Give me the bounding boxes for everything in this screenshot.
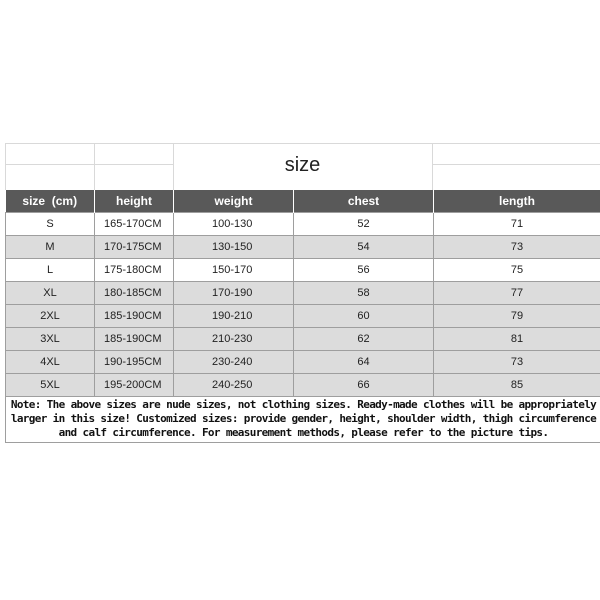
cell-height: 185-190CM [95,305,174,328]
cell-weight: 170-190 [174,282,294,305]
cell-weight: 240-250 [174,374,294,397]
table-row [6,374,600,397]
cell-length: 79 [434,305,600,328]
table-row [6,305,600,328]
size-table [5,190,600,397]
cell-size: 5XL [6,374,95,397]
cell-size: M [6,236,95,259]
cell-size: S [6,213,95,236]
size-chart [5,143,600,443]
cell-chest: 54 [294,236,434,259]
table-row [6,282,600,305]
header-row [6,190,600,213]
cell-weight: 210-230 [174,328,294,351]
cell-length: 75 [434,259,600,282]
cell-size: XL [6,282,95,305]
cell-height: 175-180CM [95,259,174,282]
cell-size: 4XL [6,351,95,374]
cell-weight: 100-130 [174,213,294,236]
cell-height: 170-175CM [95,236,174,259]
table-row [6,236,600,259]
table-row [6,259,600,282]
cell-length: 73 [434,236,600,259]
title-row [5,143,600,190]
cell-weight: 150-170 [174,259,294,282]
cell-height: 180-185CM [95,282,174,305]
header-height: height [95,190,174,213]
cell-chest: 52 [294,213,434,236]
cell-weight: 130-150 [174,236,294,259]
cell-height: 195-200CM [95,374,174,397]
cell-chest: 62 [294,328,434,351]
header-length: length [434,190,600,213]
header-size: size (cm) [6,190,95,213]
cell-length: 85 [434,374,600,397]
cell-weight: 230-240 [174,351,294,374]
cell-chest: 60 [294,305,434,328]
table-row [6,328,600,351]
size-note: Note: The above sizes are nude sizes, not clothing sizes. Ready-made clothes will be appropriately larger in this size! Customized sizes: provide gender, height, shoulder width, thigh circumference and calf circumference. For measurement methods, please refer to the picture tips. [5,397,600,443]
page-title: size [284,154,321,176]
cell-height: 190-195CM [95,351,174,374]
cell-weight: 190-210 [174,305,294,328]
cell-size: L [6,259,95,282]
cell-chest: 66 [294,374,434,397]
table-row [6,351,600,374]
header-weight: weight [174,190,294,213]
cell-size: 2XL [6,305,95,328]
cell-chest: 58 [294,282,434,305]
cell-chest: 64 [294,351,434,374]
cell-length: 77 [434,282,600,305]
cell-size: 3XL [6,328,95,351]
table-row [6,213,600,236]
header-chest: chest [294,190,434,213]
cell-height: 185-190CM [95,328,174,351]
cell-length: 71 [434,213,600,236]
cell-length: 81 [434,328,600,351]
cell-height: 165-170CM [95,213,174,236]
cell-chest: 56 [294,259,434,282]
cell-length: 73 [434,351,600,374]
